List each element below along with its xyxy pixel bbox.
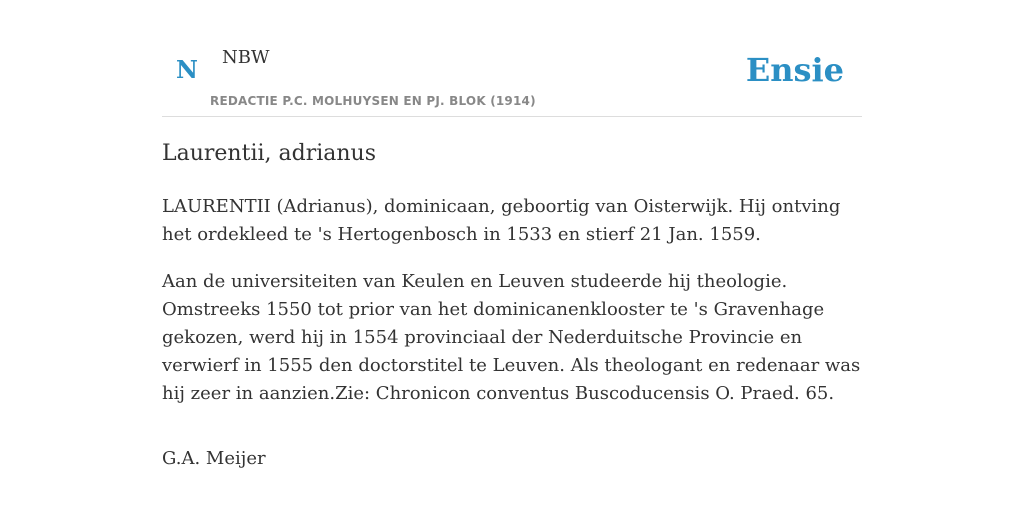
nbw-logo-icon[interactable]: N (176, 55, 198, 84)
article-title: Laurentii, adrianus (162, 141, 376, 166)
article (162, 136, 862, 492)
source-title[interactable]: NBW (222, 47, 270, 68)
source-subtitle: REDACTIE P.C. MOLHUYSEN EN PJ. BLOK (1914) (210, 94, 536, 108)
article-paragraph: LAURENTII (Adrianus), dominicaan, geboortig van Oisterwijk. Hij ontving het ordekleed te 's Hertogenbosch in 1533 en stierf 21 Jan. 1559. (162, 196, 841, 245)
site-header (162, 0, 862, 117)
ensie-logo-link[interactable]: Ensie (745, 51, 844, 89)
article-paragraph: Aan de universiteiten van Keulen en Leuven studeerde hij theologie. Omstreeks 1550 tot prior van het dominicanenklooster te 's Gravenhage gekozen, werd hij in 1554 provinciaal der Nederduitsche Provincie en verwierf in 1555 den doctorstitel te Leuven. Als theologant en redenaar was hij zeer in aanzien.Zie: Chronicon conventus Buscoducensis O. Praed. 65. (162, 271, 861, 404)
article-author: G.A. Meijer (162, 448, 266, 469)
